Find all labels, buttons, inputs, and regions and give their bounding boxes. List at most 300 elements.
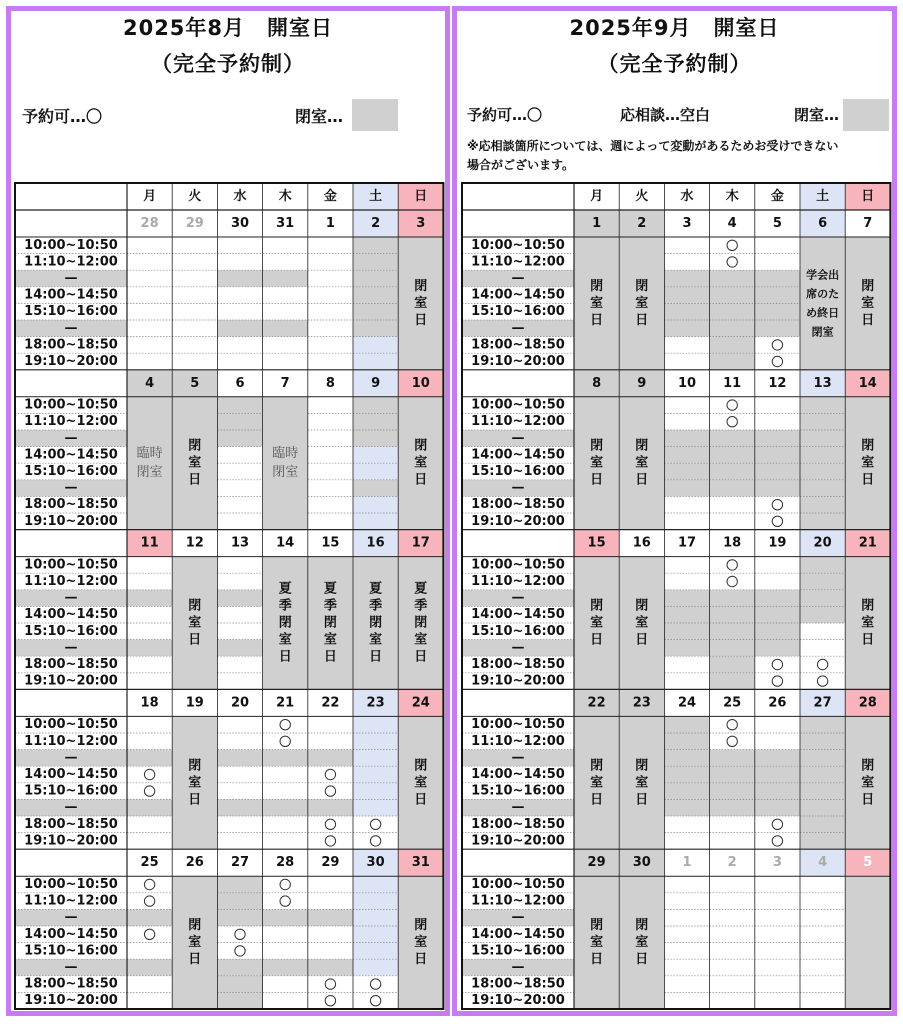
day-row-label-cell: [462, 370, 574, 397]
time-slot-label: —: [511, 271, 525, 286]
day-row-label-cell: [15, 849, 127, 876]
time-slot-label: —: [64, 480, 78, 496]
day-number: 13: [230, 535, 250, 551]
slot-cell: [127, 640, 172, 657]
slot-cell: [664, 413, 709, 430]
closed-day-label: 室: [635, 935, 649, 951]
slot-cell: [217, 783, 262, 800]
day-number: 29: [587, 855, 606, 871]
slot-cell: [127, 959, 172, 976]
slot-cell: [217, 606, 262, 623]
day-number: 5: [190, 375, 200, 391]
day-number: 16: [366, 535, 385, 551]
time-slot-label: —: [511, 750, 525, 766]
day-number: 18: [723, 535, 742, 551]
closed-day-label: 夏: [369, 581, 383, 597]
day-number: 30: [230, 216, 250, 231]
closed-day-label: 室: [188, 935, 202, 951]
slot-cell: [127, 893, 172, 910]
day-number: 8: [325, 375, 335, 391]
slot-cell: [127, 926, 172, 943]
slot-cell: [127, 716, 172, 733]
slot-cell: [127, 799, 172, 816]
slot-cell: [710, 573, 755, 590]
slot-cell: [664, 833, 709, 850]
slot-cell: [710, 397, 755, 414]
slot-cell: [217, 463, 262, 480]
time-slot-label: 11:10~12:00: [471, 893, 565, 909]
time-slot-label: 14:00~14:50: [24, 607, 118, 623]
slot-cell: [664, 430, 709, 447]
slot-cell: [263, 943, 308, 960]
slot-cell: [664, 573, 709, 590]
slot-cell: [800, 959, 845, 976]
slot-cell: [353, 909, 398, 926]
slot-cell: [755, 480, 800, 497]
slot-cell: [664, 557, 709, 574]
slot-cell: [217, 992, 262, 1009]
closed-day-label: 学会出: [806, 268, 840, 282]
weekday-header: 水: [233, 189, 247, 204]
legend-closed: 閉室…: [295, 107, 344, 126]
slot-cell: [308, 397, 353, 414]
slot-cell: [800, 926, 845, 943]
slot-cell: [308, 893, 353, 910]
slot-cell: [217, 816, 262, 833]
slot-cell: [800, 943, 845, 960]
closed-day-label: 閉: [323, 615, 337, 631]
closed-day-column: [263, 397, 308, 530]
closed-day-label: 閉: [861, 758, 875, 774]
closed-day-label: 室: [188, 775, 202, 791]
slot-cell: [217, 893, 262, 910]
slot-cell: [353, 496, 398, 513]
time-slot-label: 10:00~10:50: [471, 557, 565, 573]
slot-cell: [353, 270, 398, 287]
day-number: 2: [727, 855, 737, 871]
time-slot-label: 10:00~10:50: [471, 237, 565, 253]
time-slot-label: 10:00~10:50: [24, 397, 118, 413]
slot-cell: [127, 590, 172, 607]
day-number: 7: [280, 375, 290, 391]
slot-cell: [755, 992, 800, 1009]
slot-cell: [353, 447, 398, 464]
time-slot-label: 14:00~14:50: [24, 287, 118, 303]
slot-cell: [710, 926, 755, 943]
slot-cell: [217, 750, 262, 767]
slot-cell: [755, 943, 800, 960]
weekday-header: 日: [414, 189, 428, 204]
day-row-label-cell: [462, 530, 574, 557]
slot-cell: [664, 606, 709, 623]
slot-cell: [664, 750, 709, 767]
day-number: 22: [587, 695, 606, 711]
slot-cell: [710, 447, 755, 464]
slot-cell: [263, 976, 308, 993]
day-number: 4: [727, 216, 737, 231]
closed-day-label: 夏: [278, 581, 292, 597]
time-slot-label: 10:00~10:50: [471, 717, 565, 733]
time-slot-label: 15:10~16:00: [24, 304, 118, 320]
closed-day-label: 臨時: [272, 446, 299, 462]
slot-cell: [755, 926, 800, 943]
time-slot-label: 10:00~10:50: [24, 557, 118, 573]
weekday-header: 木: [725, 189, 739, 204]
slot-cell: [308, 303, 353, 320]
september-panel: [452, 0, 903, 1024]
day-number: 10: [411, 375, 430, 391]
closed-day-label: 閉: [414, 278, 428, 294]
closed-day-label: 室: [590, 935, 604, 951]
weekday-header: 木: [278, 189, 292, 204]
slot-cell: [308, 353, 353, 370]
closed-day-label: 日: [323, 649, 337, 665]
closed-day-label: 季: [278, 598, 292, 614]
slot-cell: [217, 557, 262, 574]
slot-cell: [664, 943, 709, 960]
slot-cell: [217, 496, 262, 513]
slot-cell: [755, 640, 800, 657]
slot-cell: [664, 237, 709, 254]
slot-cell: [664, 799, 709, 816]
slot-cell: [353, 320, 398, 337]
time-slot-label: 19:10~20:00: [24, 673, 118, 689]
day-row-label-cell: [462, 849, 574, 876]
closed-day-label: 室: [369, 632, 383, 648]
time-slot-label: 11:10~12:00: [24, 414, 118, 430]
slot-cell: [217, 926, 262, 943]
slot-cell: [127, 976, 172, 993]
day-number: 9: [371, 375, 381, 391]
slot-cell: [800, 816, 845, 833]
slot-cell: [710, 303, 755, 320]
slot-cell: [217, 573, 262, 590]
slot-cell: [172, 254, 217, 271]
slot-cell: [308, 254, 353, 271]
slot-cell: [263, 992, 308, 1009]
slot-cell: [127, 557, 172, 574]
day-number: 23: [632, 695, 651, 711]
closed-day-label: 室: [188, 615, 202, 631]
slot-cell: [800, 573, 845, 590]
closed-day-label: 閉: [590, 278, 604, 294]
weekday-header: 金: [770, 189, 784, 204]
slot-cell: [664, 992, 709, 1009]
slot-cell: [217, 943, 262, 960]
weekday-header: 月: [143, 189, 157, 204]
closed-day-label: 季: [414, 598, 428, 614]
time-slot-label: 19:10~20:00: [471, 513, 565, 529]
august-panel: [0, 0, 451, 1024]
slot-cell: [263, 716, 308, 733]
time-slot-label: 10:00~10:50: [24, 717, 118, 733]
closed-day-column: [800, 237, 845, 370]
slot-cell: [664, 816, 709, 833]
slot-cell: [710, 816, 755, 833]
slot-cell: [263, 733, 308, 750]
slot-cell: [353, 959, 398, 976]
slot-cell: [664, 909, 709, 926]
slot-cell: [710, 673, 755, 690]
slot-cell: [172, 237, 217, 254]
slot-cell: [755, 237, 800, 254]
slot-cell: [800, 557, 845, 574]
slot-cell: [755, 430, 800, 447]
slot-cell: [217, 716, 262, 733]
closed-day-label: 日: [590, 472, 604, 488]
slot-cell: [353, 766, 398, 783]
slot-cell: [127, 337, 172, 354]
slot-cell: [308, 976, 353, 993]
september-subtitle: （完全予約制）: [597, 52, 752, 76]
slot-cell: [308, 270, 353, 287]
time-slot-label: 11:10~12:00: [471, 733, 565, 749]
day-number: 4: [818, 855, 828, 871]
slot-cell: [217, 337, 262, 354]
time-slot-label: —: [511, 960, 525, 975]
slot-cell: [800, 909, 845, 926]
slot-cell: [710, 733, 755, 750]
slot-cell: [308, 909, 353, 926]
slot-cell: [263, 783, 308, 800]
slot-cell: [217, 397, 262, 414]
slot-cell: [127, 353, 172, 370]
time-slot-label: 18:00~18:50: [24, 657, 118, 672]
closed-day-label: 室: [323, 632, 337, 648]
closed-day-label: 日: [590, 632, 604, 648]
slot-cell: [308, 876, 353, 893]
time-slot-label: —: [64, 640, 78, 656]
closed-day-label: 閉: [414, 758, 428, 774]
day-number: 6: [235, 375, 245, 391]
closed-day-label: 室: [861, 455, 875, 471]
day-number: 31: [276, 216, 295, 231]
slot-cell: [664, 733, 709, 750]
closed-day-label: 閉: [590, 918, 604, 934]
slot-cell: [308, 447, 353, 464]
slot-cell: [308, 750, 353, 767]
slot-cell: [353, 254, 398, 271]
closed-day-label: 閉: [590, 758, 604, 774]
closed-day-label: め終日: [806, 306, 840, 320]
slot-cell: [127, 992, 172, 1009]
day-number: 6: [818, 216, 828, 231]
slot-cell: [755, 397, 800, 414]
slot-cell: [710, 716, 755, 733]
day-number: 20: [230, 695, 250, 711]
slot-cell: [308, 496, 353, 513]
time-slot-label: 14:00~14:50: [471, 287, 565, 303]
slot-cell: [127, 287, 172, 304]
time-slot-label: 15:10~16:00: [471, 464, 565, 479]
weekday-header: 水: [680, 189, 694, 204]
slot-cell: [710, 640, 755, 657]
slot-cell: [755, 303, 800, 320]
slot-cell: [217, 270, 262, 287]
slot-cell: [710, 337, 755, 354]
slot-cell: [710, 943, 755, 960]
slot-cell: [217, 976, 262, 993]
time-slot-label: 18:00~18:50: [471, 976, 565, 992]
time-slot-label: 11:10~12:00: [471, 414, 565, 430]
time-slot-label: 11:10~12:00: [471, 254, 565, 270]
time-slot-label: 19:10~20:00: [471, 673, 565, 689]
day-row-label-cell: [462, 210, 574, 237]
closed-day-label: 日: [188, 952, 202, 968]
day-row-label-cell: [15, 530, 127, 557]
slot-cell: [263, 287, 308, 304]
slot-cell: [710, 766, 755, 783]
time-slot-label: 18:00~18:50: [471, 497, 565, 513]
day-number: 12: [185, 535, 204, 551]
time-slot-label: 18:00~18:50: [24, 337, 118, 353]
slot-cell: [353, 816, 398, 833]
time-slot-label: 14:00~14:50: [24, 447, 118, 463]
day-number: 26: [768, 695, 787, 711]
slot-cell: [308, 816, 353, 833]
slot-cell: [127, 656, 172, 673]
slot-cell: [664, 959, 709, 976]
slot-cell: [353, 783, 398, 800]
slot-cell: [263, 303, 308, 320]
slot-cell: [800, 783, 845, 800]
day-number: 24: [411, 695, 430, 711]
august-subtitle: （完全予約制）: [151, 52, 305, 76]
slot-cell: [755, 513, 800, 530]
closed-day-label: 閉: [188, 918, 202, 934]
slot-cell: [353, 876, 398, 893]
slot-cell: [664, 766, 709, 783]
day-number: 14: [858, 375, 877, 391]
slot-cell: [263, 959, 308, 976]
day-number: 25: [140, 855, 159, 871]
closed-day-label: 閉: [188, 598, 202, 614]
consult-note: ※応相談箇所については、週によって変動があるためお受けできない場合がございます。: [467, 139, 839, 172]
slot-cell: [353, 992, 398, 1009]
slot-cell: [127, 573, 172, 590]
slot-cell: [664, 397, 709, 414]
slot-cell: [353, 976, 398, 993]
slot-cell: [172, 320, 217, 337]
day-number: 1: [682, 855, 692, 871]
slot-cell: [710, 783, 755, 800]
closed-day-label: 室: [590, 455, 604, 471]
slot-cell: [710, 606, 755, 623]
slot-cell: [127, 733, 172, 750]
slot-cell: [263, 909, 308, 926]
time-slot-label: 10:00~10:50: [24, 237, 118, 253]
time-slot-label: 19:10~20:00: [471, 833, 565, 849]
weekday-header: 日: [861, 189, 875, 204]
slot-cell: [263, 799, 308, 816]
slot-cell: [263, 320, 308, 337]
time-slot-label: —: [64, 750, 78, 766]
closed-day-label: 日: [414, 472, 428, 488]
slot-cell: [800, 513, 845, 530]
slot-cell: [664, 254, 709, 271]
slot-cell: [800, 480, 845, 497]
closed-day-column: [127, 397, 172, 530]
closed-day-label: 日: [590, 312, 604, 328]
slot-cell: [217, 430, 262, 447]
slot-cell: [710, 590, 755, 607]
slot-cell: [308, 833, 353, 850]
slot-cell: [263, 750, 308, 767]
slot-cell: [127, 673, 172, 690]
closed-day-label: 臨時: [136, 446, 163, 462]
day-number: 21: [858, 535, 877, 551]
slot-cell: [755, 876, 800, 893]
day-row-label-cell: [15, 689, 127, 716]
time-slot-label: —: [511, 430, 525, 446]
time-slot-label: 10:00~10:50: [24, 877, 118, 892]
slot-cell: [800, 766, 845, 783]
time-slot-label: 15:10~16:00: [471, 943, 565, 959]
legend-available: 予約可…〇: [467, 106, 543, 124]
slot-cell: [800, 876, 845, 893]
day-number: 30: [366, 855, 385, 871]
slot-cell: [217, 959, 262, 976]
day-number: 16: [632, 535, 651, 551]
closed-day-label: 日: [414, 792, 428, 808]
slot-cell: [263, 926, 308, 943]
slot-cell: [710, 623, 755, 640]
time-slot-label: 15:10~16:00: [471, 623, 565, 639]
slot-cell: [217, 353, 262, 370]
slot-cell: [710, 833, 755, 850]
closed-day-label: 日: [278, 649, 292, 665]
slot-cell: [127, 833, 172, 850]
day-number: 15: [321, 535, 340, 551]
closed-day-label: 室: [635, 455, 649, 471]
slot-cell: [710, 254, 755, 271]
slot-cell: [217, 640, 262, 657]
slot-cell: [263, 270, 308, 287]
closed-color-swatch: [352, 99, 398, 131]
slot-cell: [755, 893, 800, 910]
closed-day-label: 日: [188, 472, 202, 488]
slot-cell: [308, 766, 353, 783]
time-slot-label: 11:10~12:00: [24, 733, 118, 749]
slot-cell: [755, 606, 800, 623]
slot-cell: [127, 766, 172, 783]
slot-cell: [755, 320, 800, 337]
time-slot-label: 19:10~20:00: [24, 993, 118, 1009]
day-number: 19: [185, 695, 204, 711]
slot-cell: [308, 992, 353, 1009]
day-number: 18: [140, 695, 159, 711]
slot-cell: [800, 750, 845, 767]
time-slot-label: —: [511, 590, 525, 606]
closed-day-label: 室: [861, 295, 875, 311]
day-row-label-cell: [462, 689, 574, 716]
slot-cell: [217, 413, 262, 430]
time-slot-label: 18:00~18:50: [24, 976, 118, 992]
closed-day-label: 閉: [861, 438, 875, 454]
time-slot-label: —: [511, 320, 525, 336]
closed-day-label: 閉室: [272, 465, 299, 481]
closed-day-label: 室: [635, 295, 649, 311]
time-slot-label: —: [64, 271, 78, 286]
closed-color-swatch: [843, 99, 889, 131]
time-slot-label: 15:10~16:00: [24, 464, 118, 479]
closed-day-label: 夏: [414, 581, 428, 597]
day-number: 4: [145, 375, 155, 391]
slot-cell: [308, 733, 353, 750]
time-slot-label: 11:10~12:00: [24, 574, 118, 589]
slot-cell: [664, 876, 709, 893]
slot-cell: [800, 430, 845, 447]
